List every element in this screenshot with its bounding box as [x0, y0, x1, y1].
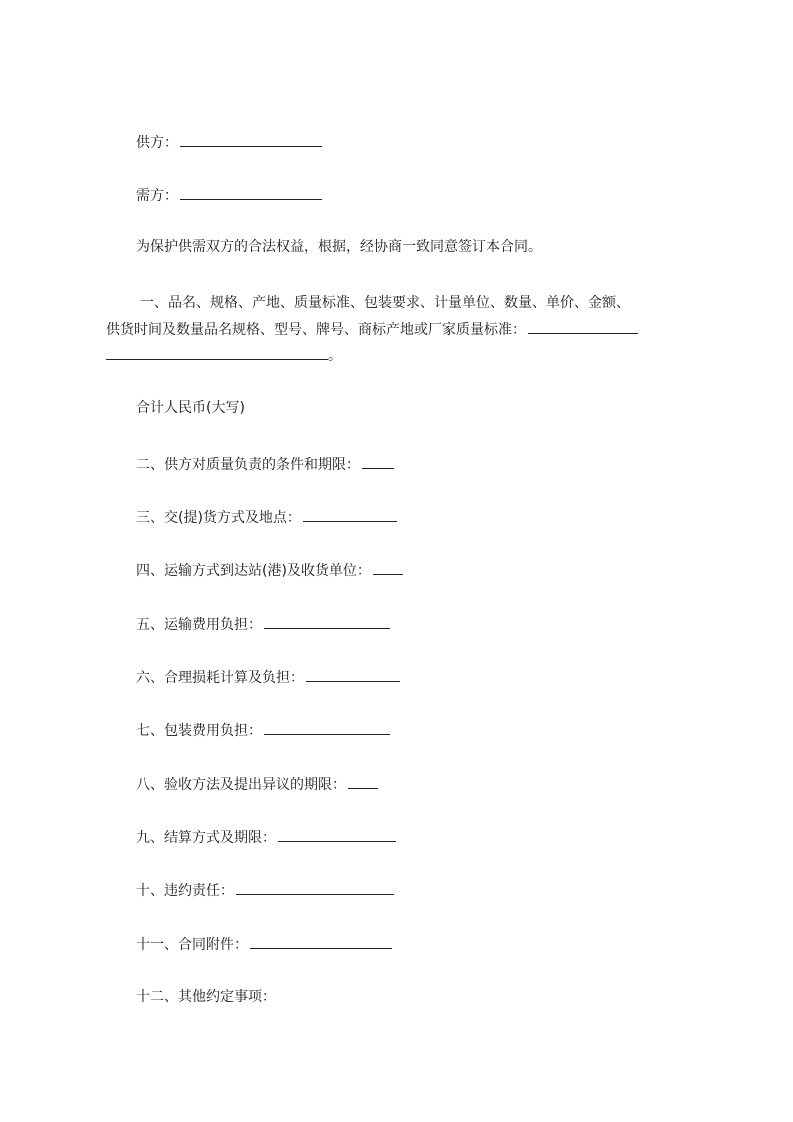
clause-7-blank[interactable]	[264, 720, 390, 735]
clause-3-blank[interactable]	[303, 507, 397, 522]
clause1-line1: 一、品名、规格、产地、质量标准、包装要求、计量单位、数量、单价、金额、	[140, 295, 630, 311]
clause-5-text: 五、运输费用负担：	[136, 617, 262, 633]
clause-3	[136, 507, 397, 528]
buyer-label: 需方：	[136, 188, 178, 204]
clause1-line3-end: 。	[328, 348, 342, 364]
clause-4-text: 四、运输方式到达站(港)及收货单位：	[136, 563, 371, 579]
total-label: 合计人民币(大写)	[136, 400, 245, 416]
clause-5	[136, 614, 390, 635]
clause-2-blank[interactable]	[362, 454, 394, 469]
clause-3-text: 三、交(提)货方式及地点：	[136, 510, 301, 526]
clause-8-text: 八、验收方法及提出异议的期限：	[136, 777, 346, 793]
clause-7	[136, 720, 390, 741]
clause-6-text: 六、合理损耗计算及负担：	[136, 670, 304, 686]
supplier-blank[interactable]	[180, 132, 322, 147]
clause-11-blank[interactable]	[250, 934, 392, 949]
clause-4-blank[interactable]	[373, 560, 403, 575]
clause-6	[136, 667, 400, 688]
clause-8	[136, 774, 378, 795]
clause-9	[136, 827, 396, 848]
clause-2	[136, 454, 394, 475]
clause-6-blank[interactable]	[306, 667, 400, 682]
clause1-line3	[106, 345, 342, 366]
clause-8-blank[interactable]	[348, 774, 378, 789]
clause1-line2-text: 供货时间及数量品名规格、型号、牌号、商标产地或厂家质量标准：	[106, 322, 526, 338]
buyer-blank[interactable]	[180, 185, 322, 200]
clause-10-text: 十、违约责任：	[136, 883, 234, 899]
clause-5-blank[interactable]	[264, 614, 390, 629]
clause-11-text: 十一、合同附件：	[136, 937, 248, 953]
supplier-line	[136, 132, 322, 153]
clause1-line2	[106, 319, 638, 340]
clause-10-blank[interactable]	[236, 880, 394, 895]
supplier-label: 供方：	[136, 135, 178, 151]
clause-11	[136, 934, 392, 955]
clause-4	[136, 560, 403, 581]
clause1-blank-2[interactable]	[106, 345, 328, 360]
clause-2-text: 二、供方对质量负责的条件和期限：	[136, 457, 360, 473]
buyer-line	[136, 185, 322, 206]
intro-text: 为保护供需双方的合法权益，根据，经协商一致同意签订本合同。	[136, 239, 542, 255]
clause-9-text: 九、结算方式及期限：	[136, 830, 276, 846]
clause-12: 十二、其他约定事项：	[136, 989, 276, 1005]
clause-7-text: 七、包装费用负担：	[136, 723, 262, 739]
clause-9-blank[interactable]	[278, 827, 396, 842]
clause-10	[136, 880, 394, 901]
clause1-blank-1[interactable]	[528, 319, 638, 334]
